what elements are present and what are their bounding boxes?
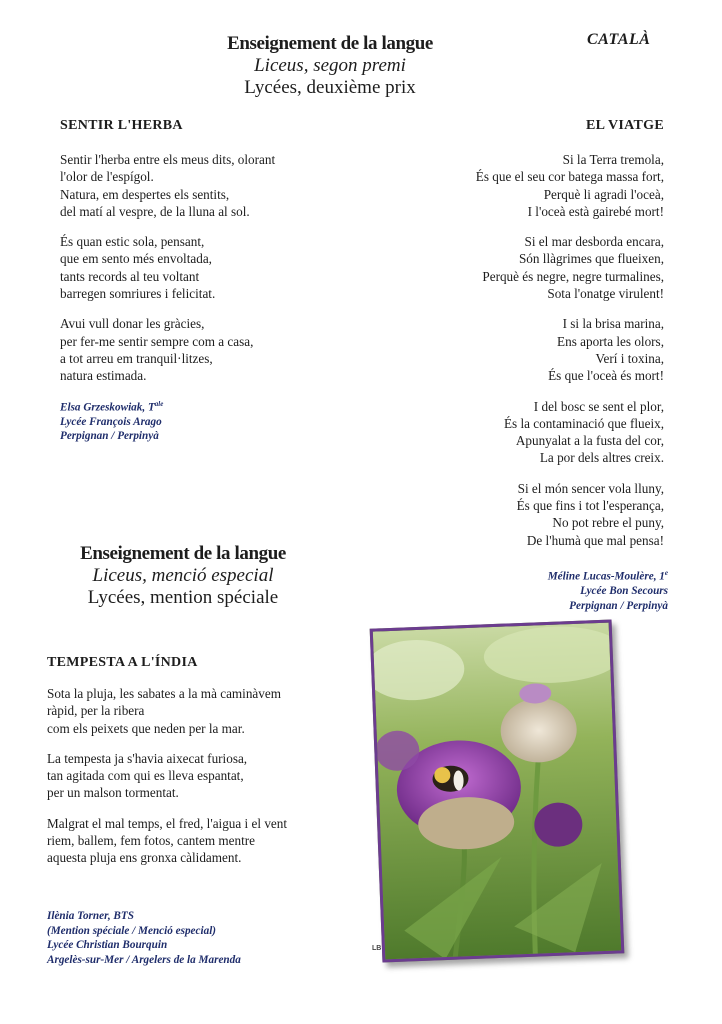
verse-line: tants records al teu voltant bbox=[60, 268, 200, 284]
verse-line: Són llàgrimes que flueixen, bbox=[518, 251, 664, 267]
author-line: Lycée Christian Bourquin bbox=[47, 939, 168, 951]
stanza bbox=[392, 480, 664, 549]
section-title: Enseignement de la langue bbox=[80, 543, 286, 564]
verse-line: aquesta pluja ens gronxa càlidament. bbox=[47, 850, 242, 866]
author-city: Perpignan / Perpinyà bbox=[569, 599, 668, 612]
verse-line: I si la brisa marina, bbox=[562, 316, 664, 332]
verse-line: Perquè li agradi l'oceà, bbox=[543, 186, 664, 202]
author-school: Lycée Bon Secours bbox=[580, 585, 668, 598]
section-subtitle-ca: Liceus, menció especial bbox=[92, 564, 274, 586]
verse-line: a tot arreu em tranquil·litzes, bbox=[60, 350, 213, 366]
verse-line: És que fins i tot l'esperança, bbox=[516, 498, 664, 514]
verse-line: Sota la pluja, les sabates a la mà caminàvem bbox=[47, 686, 281, 701]
verse-line: De l'humà que mal pensa! bbox=[526, 532, 664, 548]
stanza bbox=[392, 151, 664, 220]
verse-line: per un malson tormentat. bbox=[47, 785, 179, 801]
stanza bbox=[392, 398, 664, 467]
stanza bbox=[60, 233, 380, 302]
verse-line: Malgrat el mal temps, el fred, l'aigua i el vent bbox=[47, 815, 288, 831]
verse-line: Natura, em despertes els sentits, bbox=[60, 186, 230, 202]
poem-body bbox=[60, 151, 380, 385]
thistle-bee-image bbox=[373, 623, 621, 960]
verse-line: Sentir l'herba entre els meus dits, olorant bbox=[60, 152, 276, 167]
verse-line: I l'oceà està gairebé mort! bbox=[527, 203, 664, 219]
author-city: Perpignan / Perpinyà bbox=[60, 430, 159, 443]
author-credit bbox=[60, 397, 380, 444]
section-subtitle-fr: Lycées, deuxième prix bbox=[244, 76, 416, 98]
verse-line: La tempesta ja s'havia aixecat furiosa, bbox=[47, 750, 248, 766]
author-credit bbox=[47, 909, 347, 967]
stanza bbox=[392, 315, 664, 384]
verse-line: Si el mar desborda encara, bbox=[524, 234, 664, 250]
verse-line: que em sento més envoltada, bbox=[60, 251, 212, 267]
verse-line: Apunyalat a la fusta del cor, bbox=[515, 433, 664, 449]
verse-line: com els peixets que neden per la mar. bbox=[47, 720, 245, 736]
stanza bbox=[47, 750, 377, 802]
poem-title: SENTIR L'HERBA bbox=[60, 118, 183, 133]
verse-line: La por dels altres creix. bbox=[539, 450, 664, 466]
verse-line: Verí i toxina, bbox=[595, 350, 664, 366]
stanza bbox=[392, 233, 664, 302]
verse-line: del matí al vespre, de la lluna al sol. bbox=[60, 203, 250, 219]
poem-body bbox=[392, 151, 664, 549]
poem-title: TEMPESTA A L'ÍNDIA bbox=[47, 655, 198, 670]
verse-line: I del bosc se sent el plor, bbox=[533, 398, 664, 414]
verse-line: Sota l'onatge virulent! bbox=[547, 286, 664, 302]
section-subtitle-ca: Liceus, segon premi bbox=[254, 54, 406, 76]
poem-el-viatge bbox=[392, 118, 664, 562]
verse-line: barregen somriures i felicitat. bbox=[60, 286, 216, 302]
language-label: CATALÀ bbox=[587, 31, 651, 48]
verse-line: No pot rebre el puny, bbox=[552, 515, 664, 531]
section-heading-2 bbox=[33, 543, 333, 609]
poem-tempesta-a-lindia bbox=[47, 655, 377, 880]
verse-line: És la contaminació que flueix, bbox=[503, 415, 664, 431]
section-subtitle-fr: Lycées, mention spéciale bbox=[87, 586, 279, 608]
verse-line: Avui vull donar les gràcies, bbox=[60, 316, 205, 332]
poem-title: EL VIATGE bbox=[585, 118, 664, 133]
verse-line: Si la Terra tremola, bbox=[562, 152, 664, 167]
verse-line: l'olor de l'espígol. bbox=[60, 169, 154, 185]
author-line: Argelès-sur-Mer / Argelers de la Marenda bbox=[47, 953, 241, 966]
verse-line: Ens aporta les olors, bbox=[557, 333, 664, 349]
verse-line: Perquè és negre, negre turmalines, bbox=[482, 268, 664, 284]
stanza bbox=[60, 315, 380, 384]
stanza bbox=[47, 815, 377, 867]
verse-line: Si el món sencer vola lluny, bbox=[517, 480, 664, 496]
verse-line: tan agitada com qui es lleva espantat, bbox=[47, 768, 244, 784]
thistle-photo bbox=[370, 619, 625, 962]
author-line: Ilènia Torner, BTS bbox=[47, 910, 134, 922]
verse-line: riem, ballem, fem fotos, cantem mentre bbox=[47, 833, 255, 849]
section-title: Enseignement de la langue bbox=[227, 33, 433, 54]
author-credit bbox=[440, 566, 668, 613]
verse-line: És que l'oceà és mort! bbox=[548, 368, 664, 384]
section-heading-1 bbox=[180, 33, 480, 99]
author-school: Lycée François Arago bbox=[60, 415, 162, 428]
poem-body bbox=[47, 685, 377, 867]
verse-line: per fer-me sentir sempre com a casa, bbox=[60, 333, 254, 349]
stanza bbox=[60, 151, 380, 220]
author-name: Elsa Grzeskowiak, $T^{ale}$ bbox=[60, 399, 164, 414]
stanza bbox=[47, 685, 377, 737]
poem-sentir-lherba bbox=[60, 118, 380, 444]
author-name: Méline Lucas-Moulère, 1e bbox=[547, 569, 668, 583]
author-line: (Mention spéciale / Menció especial) bbox=[47, 924, 217, 937]
verse-line: ràpid, per la ribera bbox=[47, 703, 145, 719]
verse-line: És quan estic sola, pensant, bbox=[60, 234, 205, 250]
verse-line: És que el seu cor batega massa fort, bbox=[475, 169, 664, 185]
photo-credit: LB bbox=[372, 945, 382, 952]
verse-line: natura estimada. bbox=[60, 368, 147, 384]
